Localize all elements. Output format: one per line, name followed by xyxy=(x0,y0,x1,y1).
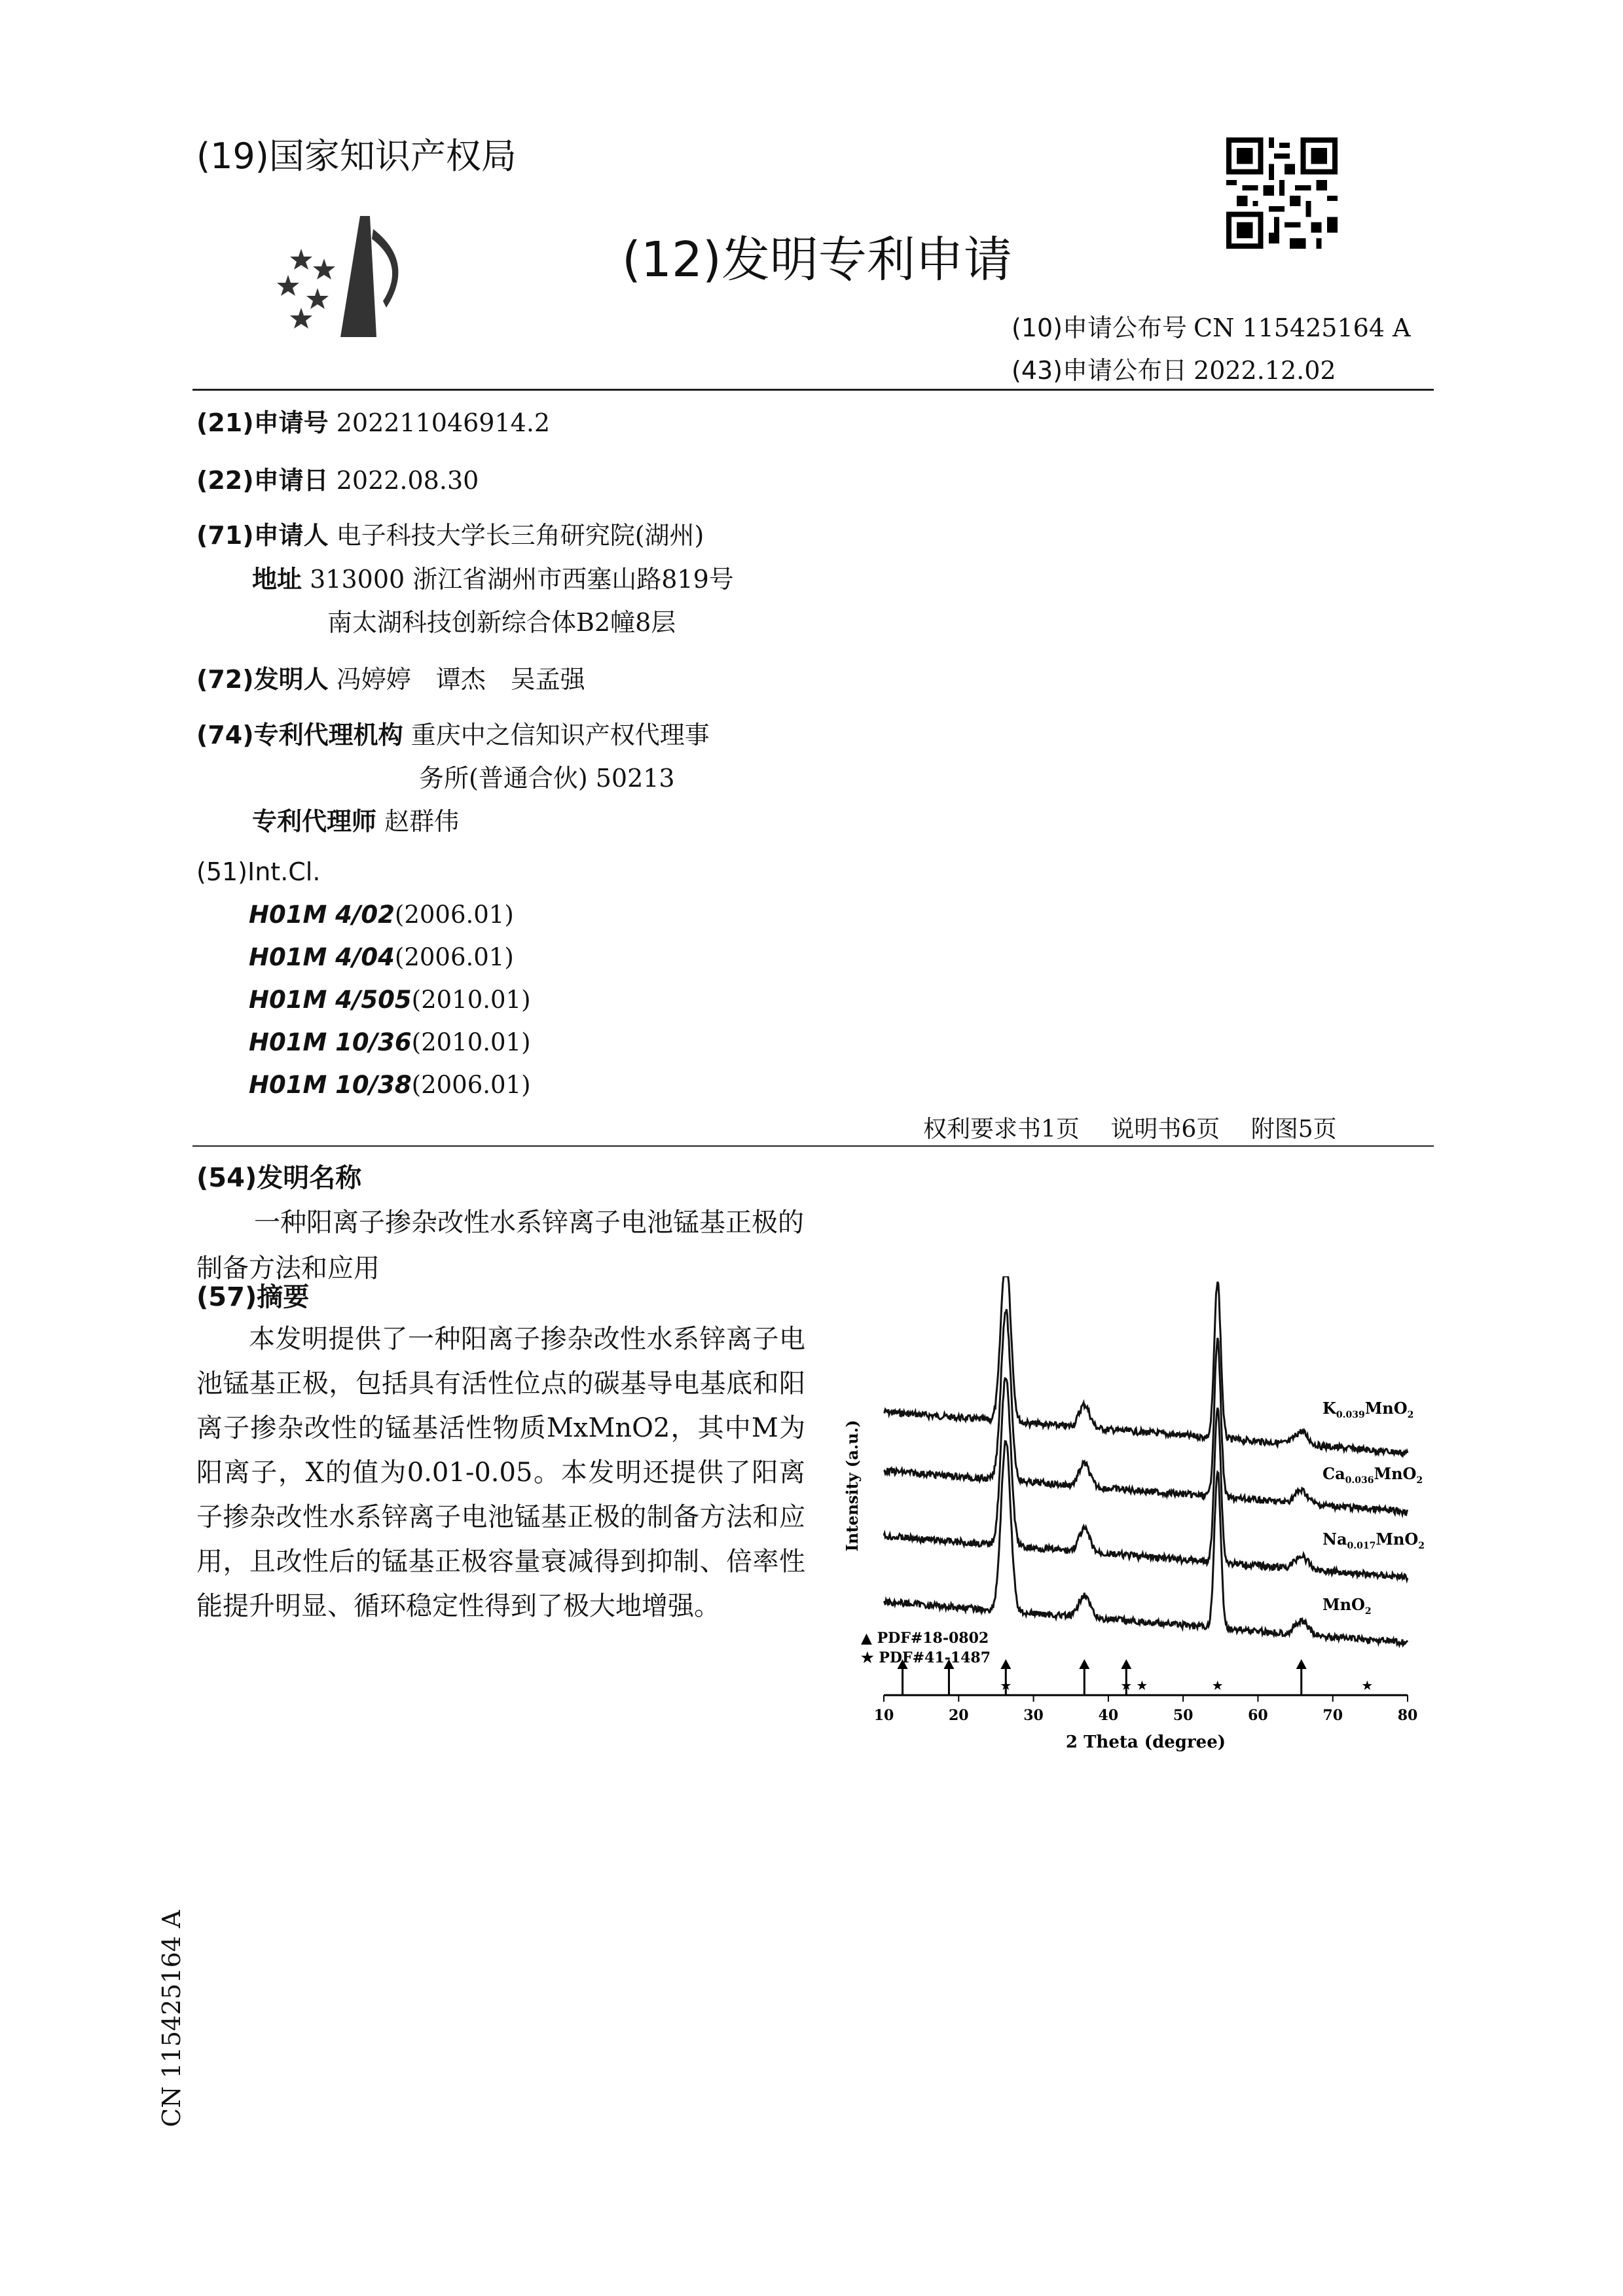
application-number-label: (21)申请号 xyxy=(196,408,329,437)
xrd-series-line xyxy=(884,1276,1408,1456)
agency-field xyxy=(196,715,710,751)
x-tick-label: 50 xyxy=(1173,1707,1194,1724)
address-label: 地址 xyxy=(252,565,302,594)
logo-arc xyxy=(372,229,398,308)
reference-triangle xyxy=(1079,1659,1089,1669)
logo-star-2 xyxy=(313,259,335,279)
publication-date-row xyxy=(1012,350,1336,386)
applicant-field xyxy=(196,515,704,551)
logo-star-5 xyxy=(290,308,312,329)
x-tick-label: 80 xyxy=(1397,1707,1418,1724)
series-label: $Ca_{0.036}MnO_2$ xyxy=(1322,1464,1423,1486)
applicant: 电子科技大学长三角研究院(湖州) xyxy=(336,521,704,550)
reference-triangle xyxy=(1296,1659,1307,1669)
publication-number: CN 115425164 A xyxy=(1194,314,1411,342)
legend-entry: ★ PDF#41-1487 xyxy=(861,1649,991,1666)
title-section-label: (54)发明名称 xyxy=(196,1163,362,1193)
document-type: (12)发明专利申请 xyxy=(622,232,1012,288)
agency-label: (74)专利代理机构 xyxy=(196,721,403,749)
publication-date-label: (43)申请公布日 xyxy=(1012,356,1188,385)
series-label: MnO$_2$ xyxy=(1322,1595,1372,1617)
logo-star-3 xyxy=(277,275,299,296)
logo-star-1 xyxy=(290,249,312,270)
address-line-1: 313000 浙江省湖州市西塞山路819号 xyxy=(310,565,734,594)
logo-pen xyxy=(340,216,376,337)
intcl-label: (51)Int.Cl. xyxy=(196,857,321,886)
reference-star: ★ xyxy=(1120,1677,1133,1693)
reference-legend xyxy=(861,1630,991,1666)
classification-row xyxy=(249,943,514,971)
x-axis-label: 2 Theta (degree) xyxy=(1065,1732,1226,1752)
classification-row xyxy=(249,986,531,1014)
classification-version: (2006.01) xyxy=(394,943,514,971)
header-divider xyxy=(192,389,1434,391)
applicant-label: (71)申请人 xyxy=(196,521,329,550)
reference-triangle xyxy=(1121,1659,1131,1669)
inventors-field xyxy=(196,659,585,695)
agent-label: 专利代理师 xyxy=(252,807,377,836)
classification-version: (2006.01) xyxy=(411,1071,531,1099)
address-line-2-row xyxy=(327,602,676,638)
reference-triangle xyxy=(1000,1659,1011,1669)
classification-code: H01M 10/38 xyxy=(249,1071,412,1099)
invention-title: 一种阳离子掺杂改性水系锌离子电池锰基正极的制备方法和应用 xyxy=(196,1208,804,1283)
inventors-label: (72)发明人 xyxy=(196,665,329,694)
agency-line-2-row xyxy=(419,758,675,794)
office-name: (19)国家知识产权局 xyxy=(196,135,517,177)
cnipa-logo xyxy=(262,209,419,340)
series-label: $Na_{0.017}MnO_2$ xyxy=(1322,1530,1425,1551)
abstract-section-label: (57)摘要 xyxy=(196,1282,310,1312)
intcl-field xyxy=(196,857,320,886)
reference-star: ★ xyxy=(1000,1677,1012,1693)
claims-pages: 权利要求书1页 xyxy=(923,1116,1080,1143)
agency-line-1: 重庆中之信知识产权代理事 xyxy=(410,721,710,749)
legend-entry: ▲ PDF#18-0802 xyxy=(861,1630,989,1647)
xrd-chart xyxy=(831,1276,1440,1754)
series-label: $K_{0.039}MnO_2$ xyxy=(1322,1399,1414,1420)
address-line-2: 南太湖科技创新综合体B2幢8层 xyxy=(327,608,676,637)
classification-code: H01M 4/02 xyxy=(249,901,395,929)
page-counts xyxy=(923,1111,1360,1144)
abstract-text: 本发明提供了一种阳离子掺杂改性水系锌离子电池锰基正极，包括具有活性位点的碳基导电基底和阳离子掺杂改性的锰基活性物质MxMnO2，其中M为阳离子，X的值为0.01-0.05。本发明还提供了阳离子掺杂改性水系锌离子电池锰基正极的制备方法和应用，且改性后的锰基正极容量衰减得到抑制、倍率性能提升明显、循环稳定性得到了极大地增强。 xyxy=(196,1324,805,1621)
application-number-field xyxy=(196,403,550,439)
y-axis-label: Intensity (a.u.) xyxy=(843,1420,862,1552)
application-number: 202211046914.2 xyxy=(336,408,551,437)
qr-code[interactable] xyxy=(1226,137,1338,249)
x-tick-label: 10 xyxy=(873,1707,894,1724)
filing-date-label: (22)申请日 xyxy=(196,466,329,495)
reference-star: ★ xyxy=(1361,1677,1374,1693)
classification-row xyxy=(249,1071,531,1099)
description-pages: 说明书6页 xyxy=(1110,1116,1220,1143)
classification-row xyxy=(249,1028,531,1056)
classification-row xyxy=(249,901,514,929)
classification-version: (2010.01) xyxy=(411,1028,531,1056)
address-field xyxy=(252,559,734,595)
filing-date-field xyxy=(196,460,479,496)
logo-star-4 xyxy=(306,288,329,309)
reference-star: ★ xyxy=(1136,1677,1148,1693)
classification-version: (2010.01) xyxy=(411,986,531,1014)
classification-code: H01M 10/36 xyxy=(249,1028,412,1056)
publication-date: 2022.12.02 xyxy=(1194,356,1336,385)
classification-code: H01M 4/505 xyxy=(249,986,412,1014)
publication-number-row xyxy=(1012,308,1411,344)
agent: 赵群伟 xyxy=(384,807,460,836)
reference-star: ★ xyxy=(1211,1677,1224,1693)
x-tick-label: 70 xyxy=(1322,1707,1343,1724)
filing-date: 2022.08.30 xyxy=(336,466,479,495)
section-divider xyxy=(192,1145,1434,1147)
inventors: 冯婷婷 谭杰 吴孟强 xyxy=(336,665,585,694)
x-tick-label: 20 xyxy=(948,1707,969,1724)
x-ticks xyxy=(874,1695,1418,1724)
x-tick-label: 30 xyxy=(1023,1707,1044,1724)
side-publication-number: CN 115425164 A xyxy=(157,1910,186,2127)
agent-field xyxy=(252,801,459,837)
agency-line-2: 务所(普通合伙) 50213 xyxy=(419,764,675,793)
drawings-pages: 附图5页 xyxy=(1250,1116,1337,1143)
classification-version: (2006.01) xyxy=(394,901,514,929)
classification-code: H01M 4/04 xyxy=(249,943,395,971)
x-tick-label: 60 xyxy=(1248,1707,1268,1724)
xrd-curves xyxy=(884,1276,1408,1645)
x-tick-label: 40 xyxy=(1098,1707,1119,1724)
publication-number-label: (10)申请公布号 xyxy=(1012,314,1188,342)
